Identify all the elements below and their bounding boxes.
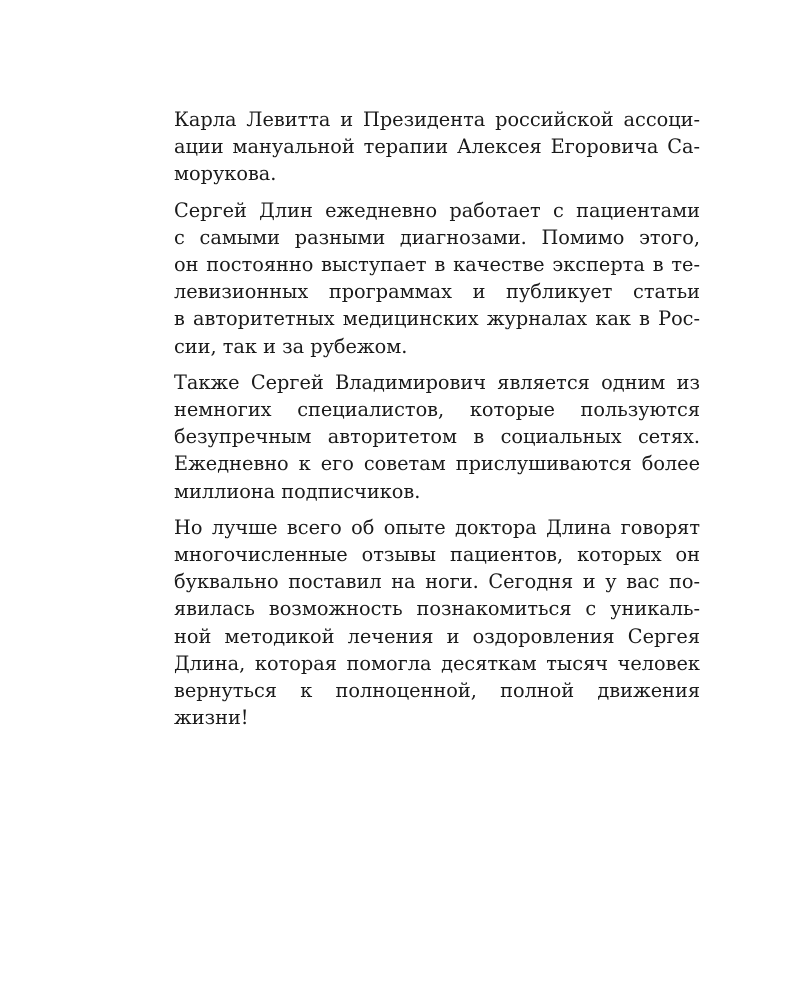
text-line: он постоянно выступает в качестве эксперта в те- [174, 253, 700, 277]
text-line: левизионных программах и публикует статьи [174, 280, 700, 304]
text-line: Также Сергей Владимирович является одним из [174, 370, 700, 394]
text-line: ации мануальной терапии Алексея Егоровича Са- [174, 135, 700, 159]
text-line: с самыми разными диагнозами. Помимо этого, [174, 225, 700, 249]
text-line: в авторитетных медицинских журналах как в Рос- [174, 307, 700, 331]
text-line: явилась возможность познакомиться с уникаль- [174, 597, 700, 621]
paragraph-2 [174, 197, 700, 360]
text-line: сии, так и за рубежом. [174, 334, 408, 358]
text-line: Карла Левитта и Президента российской ассоци- [174, 108, 700, 131]
text-line: безупречным авторитетом в социальных сетях. [174, 425, 700, 449]
text-line: Сергей Длин ежедневно работает с пациентами [174, 198, 700, 222]
paragraph-3 [174, 369, 700, 505]
text-line: Длина, которая помогла десяткам тысяч человек [174, 651, 700, 675]
text-line: миллиона подписчиков. [174, 479, 421, 503]
text-line: Но лучше всего об опыте доктора Длина говорят [174, 515, 700, 539]
text-line: вернуться к полноценной, полной движения [174, 679, 700, 703]
text-line: буквально поставил на ноги. Сегодня и у вас по- [174, 570, 700, 594]
book-page-text [174, 106, 700, 740]
paragraph-1 [174, 106, 700, 188]
text-line: немногих специалистов, которые пользуются [174, 398, 700, 422]
text-line: многочисленные отзывы пациентов, которых он [174, 543, 700, 567]
paragraph-4 [174, 514, 700, 732]
text-line: морукова. [174, 162, 277, 186]
text-line: Ежедневно к его советам прислушиваются более [174, 452, 700, 476]
text-line: жизни! [174, 706, 249, 730]
text-line: ной методикой лечения и оздоровления Сергея [174, 624, 700, 648]
